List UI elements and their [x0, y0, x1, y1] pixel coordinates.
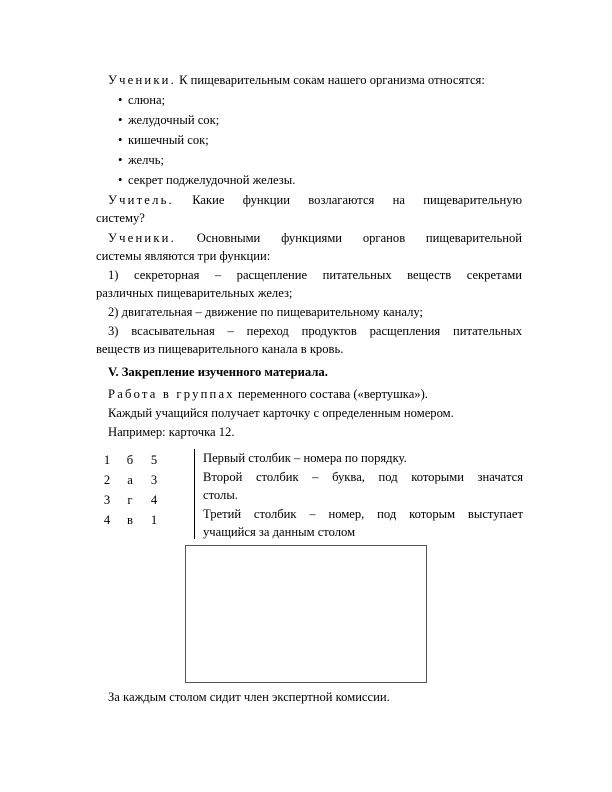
- table-cell: а: [127, 473, 133, 487]
- table-row: [100, 493, 170, 509]
- list-item-text: слюна;: [128, 93, 166, 107]
- bullet-icon: •: [118, 153, 123, 167]
- closing-line: За каждым столом сидит член экспертной комиссии.: [108, 690, 390, 704]
- paragraph-text: Какие функции возлагаются на пищеварительную: [192, 193, 522, 207]
- table-row: [100, 513, 170, 529]
- column-desc-line5: учащийся за данным столом: [203, 525, 356, 539]
- function-3-line2: веществ из пищеварительного канала в кровь.: [96, 342, 344, 356]
- function-1-line2: различных пищеварительных желез;: [96, 286, 293, 300]
- paragraph-students-2-line1: [108, 231, 522, 246]
- paragraph-text: Основными функциями органов пищеварительной: [196, 231, 522, 245]
- paragraph-text: К пищеварительным сокам нашего организма относятся:: [179, 73, 485, 87]
- table-cell: 4: [103, 513, 111, 527]
- table-cell: 5: [150, 453, 158, 467]
- table-cell: г: [127, 493, 133, 507]
- table-cell: 3: [103, 493, 111, 507]
- table-cell: в: [127, 513, 133, 527]
- list-item: [118, 113, 532, 128]
- list-item-text: секрет поджелудочной железы.: [128, 173, 296, 187]
- function-1-line1: 1) секреторная – расщепление питательных веществ секретами: [108, 268, 522, 282]
- column-divider: [194, 449, 195, 539]
- column-desc-line3: столы.: [203, 488, 238, 502]
- section-heading: V. Закрепление изученного материала.: [108, 365, 328, 379]
- paragraph-students-1: [108, 73, 522, 88]
- table-cell: 2: [103, 473, 111, 487]
- column-desc-line2: Второй столбик – буква, под которыми значатся: [203, 470, 523, 484]
- group-work-label: Работа в группах: [108, 387, 235, 401]
- speaker-label: Ученики.: [108, 231, 176, 245]
- paragraph-teacher-line1: [108, 193, 522, 208]
- column-desc-line4: Третий столбик – номер, под которым выступает: [203, 507, 523, 521]
- function-2: 2) двигательная – движение по пищеварительному каналу;: [108, 305, 423, 319]
- list-item: [118, 153, 532, 168]
- bullet-icon: •: [118, 113, 123, 127]
- paragraph-teacher-line2: систему?: [96, 211, 145, 225]
- bullet-icon: •: [118, 133, 123, 147]
- group-work-text: переменного состава («вертушка»).: [237, 387, 428, 401]
- list-item: [118, 133, 532, 148]
- group-work-line3: Например: карточка 12.: [108, 425, 235, 439]
- group-work-line2: Каждый учащийся получает карточку с определенным номером.: [108, 406, 454, 420]
- speaker-label: Учитель.: [108, 193, 174, 207]
- table-row: [100, 453, 170, 469]
- table-cell: б: [126, 453, 134, 467]
- list-item-text: кишечный сок;: [128, 133, 209, 147]
- list-item-text: желчь;: [128, 153, 164, 167]
- column-desc-line1: Первый столбик – номера по порядку.: [203, 451, 407, 465]
- bullet-icon: •: [118, 93, 123, 107]
- speaker-label: Ученики.: [108, 73, 176, 87]
- bullet-icon: •: [118, 173, 123, 187]
- paragraph-students-2-line2: системы являются три функции:: [96, 249, 271, 263]
- list-item: [118, 173, 532, 188]
- table-cell: 3: [150, 473, 158, 487]
- table-cell: 1: [150, 513, 158, 527]
- table-row: [100, 473, 170, 489]
- list-item-text: желудочный сок;: [128, 113, 220, 127]
- list-item: [118, 93, 532, 108]
- table-cell: 4: [150, 493, 158, 507]
- function-3-line1: 3) всасывательная – переход продуктов расщепления питательных: [108, 324, 522, 338]
- empty-image-frame: [185, 545, 427, 683]
- table-cell: 1: [103, 453, 111, 467]
- group-work-line1: [108, 387, 522, 402]
